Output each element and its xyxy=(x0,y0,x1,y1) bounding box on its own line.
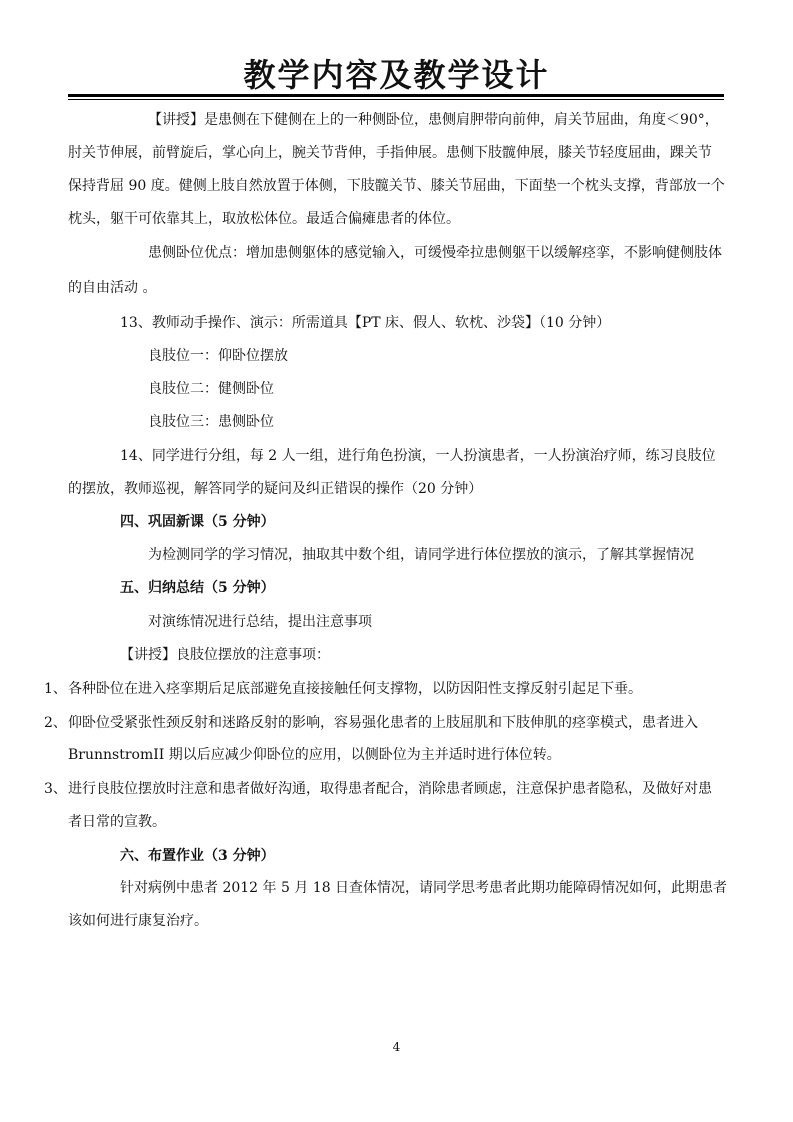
list-number: 3、 xyxy=(44,781,67,797)
position-item: 良肢位二：健侧卧位 xyxy=(148,381,274,397)
position-item: 良肢位三：患侧卧位 xyxy=(148,414,274,430)
paragraph-line: 保持背屈 90 度。健侧上肢自然放置于体侧，下肢髋关节、膝关节屈曲，下面垫一个枕头支撑，背部放一个 xyxy=(68,178,725,194)
paragraph-line: 【讲授】是患侧在下健侧在上的一种侧卧位，患侧肩胛带向前伸，肩关节屈曲，角度＜90°， xyxy=(148,112,719,128)
list-item: 者日常的宣教。 xyxy=(68,814,166,830)
section-heading: 五、归纳总结（5 分钟） xyxy=(120,580,275,596)
paragraph-line: 14、同学进行分组，每 2 人一组，进行角色扮演，一人扮演患者，一人扮演治疗师，练习良肢位 xyxy=(120,448,716,464)
step-13: 13、教师动手操作、演示：所需道具【PT 床、假人、软枕、沙袋】（10 分钟） xyxy=(120,315,611,331)
paragraph-line: 的自由活动 。 xyxy=(68,280,157,296)
list-item: 各种卧位在进入痉挛期后足底部避免直接接触任何支撑物，以防因阳性支撑反射引起足下垂。 xyxy=(68,681,642,697)
paragraph-line: 该如何进行康复治疗。 xyxy=(68,913,208,929)
paragraph-line: 肘关节伸展，前臂旋后，掌心向上，腕关节背伸，手指伸展。患侧下肢髋伸展，膝关节轻度屈曲，踝关节 xyxy=(68,145,712,161)
list-number: 1、 xyxy=(44,681,67,697)
title-rule-thin xyxy=(68,99,724,100)
list-item: 进行良肢位摆放时注意和患者做好沟通，取得患者配合，消除患者顾虑，注意保护患者隐私，及做好对患 xyxy=(68,781,712,797)
paragraph-line: 对演练情况进行总结，提出注意事项 xyxy=(148,614,372,630)
list-item: BrunnstromII 期以后应减少仰卧位的应用，以侧卧位为主并适时进行体位转。 xyxy=(68,747,561,763)
list-item: 仰卧位受紧张性颈反射和迷路反射的影响，容易强化患者的上肢屈肌和下肢伸肌的痉挛模式，患者进入 xyxy=(68,715,698,731)
paragraph-line: 患侧卧位优点：增加患侧躯体的感觉输入，可缓慢牵拉患侧躯干以缓解痉挛，不影响健侧肢体 xyxy=(148,245,722,261)
list-number: 2、 xyxy=(44,715,67,731)
section-heading: 六、布置作业（3 分钟） xyxy=(120,848,275,864)
paragraph-line: 的摆放，教师巡视，解答同学的疑问及纠正错误的操作（20 分钟） xyxy=(68,481,483,497)
paragraph-line: 【讲授】良肢位摆放的注意事项： xyxy=(120,647,330,663)
position-item: 良肢位一：仰卧位摆放 xyxy=(148,348,288,364)
title-rule-thick xyxy=(68,94,724,97)
page-number: 4 xyxy=(392,1040,401,1054)
section-heading: 四、巩固新课（5 分钟） xyxy=(120,514,275,530)
paragraph-line: 为检测同学的学习情况，抽取其中数个组，请同学进行体位摆放的演示，了解其掌握情况 xyxy=(148,547,694,563)
page-title: 教学内容及教学设计 xyxy=(243,56,550,94)
paragraph-line: 枕头，躯干可依靠其上，取放松体位。最适合偏瘫患者的体位。 xyxy=(68,211,460,227)
paragraph-line: 针对病例中患者 2012 年 5 月 18 日查体情况，请同学思考患者此期功能障碍情况如何，此期患者 xyxy=(120,880,728,896)
